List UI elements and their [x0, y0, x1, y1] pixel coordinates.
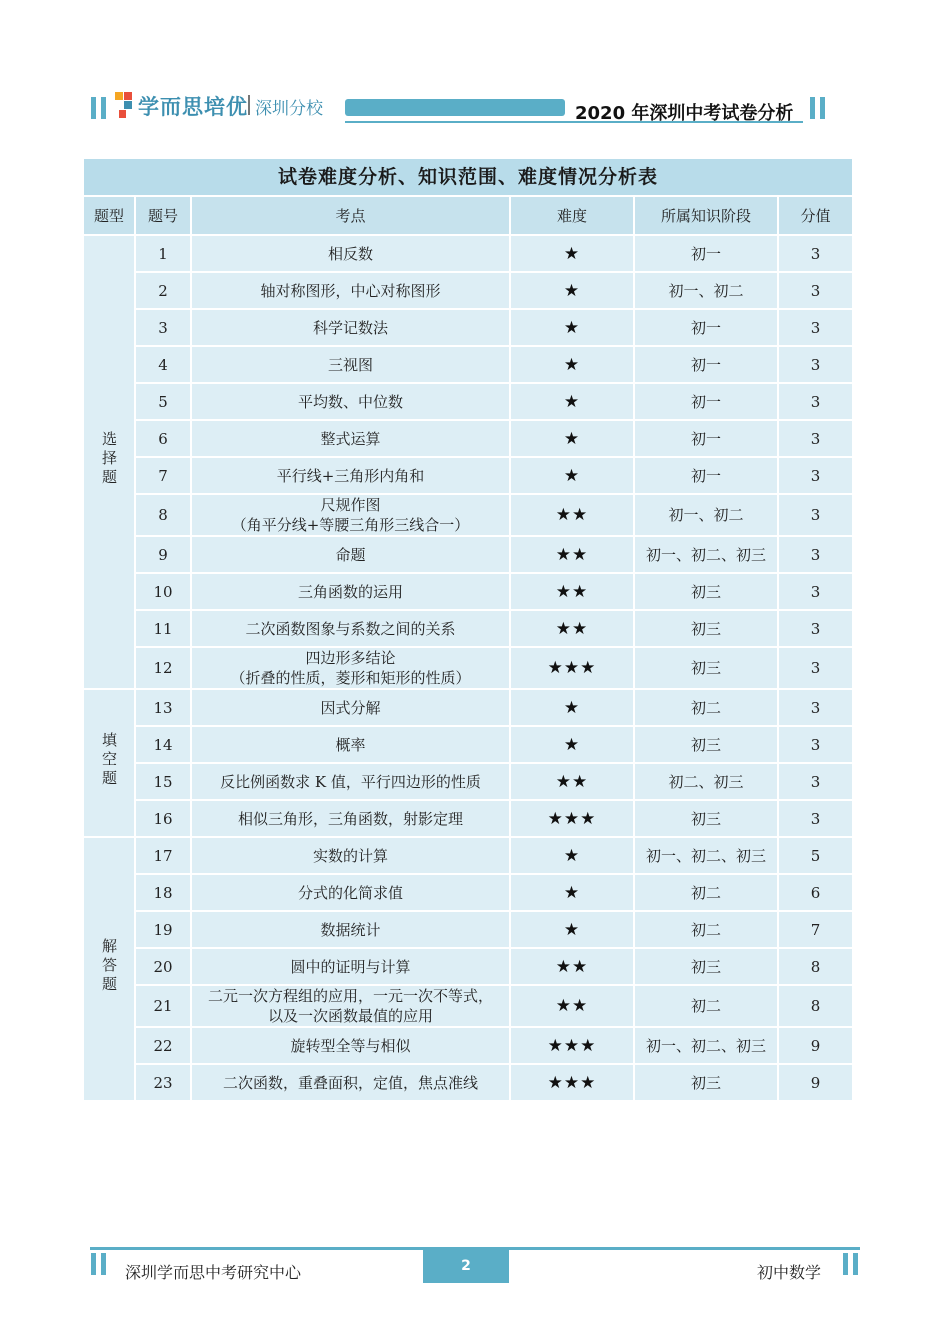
score-cell: 3: [778, 346, 853, 383]
stage-cell: 初二、初三: [634, 763, 778, 800]
stage-cell: 初一: [634, 346, 778, 383]
stage-cell: 初三: [634, 573, 778, 610]
knowledge-point-cell: 平均数、中位数: [191, 383, 510, 420]
question-type-cell: [83, 837, 135, 1101]
difficulty-cell: ★★★: [510, 1064, 634, 1101]
difficulty-cell: ★: [510, 309, 634, 346]
question-number-cell: 19: [135, 911, 191, 948]
difficulty-cell: ★★★: [510, 647, 634, 689]
score-cell: 9: [778, 1027, 853, 1064]
knowledge-point-cell: 轴对称图形，中心对称图形: [191, 272, 510, 309]
score-cell: 3: [778, 383, 853, 420]
footer-right-bars: [843, 1253, 858, 1275]
column-header-difficulty: 难度: [510, 196, 634, 235]
column-header-row: [83, 196, 853, 235]
knowledge-point-cell: 分式的化简求值: [191, 874, 510, 911]
knowledge-point-cell: 二次函数图象与系数之间的关系: [191, 610, 510, 647]
brand-name: 学而思培优: [138, 95, 248, 119]
page-number: 2: [423, 1250, 509, 1283]
stage-cell: 初一: [634, 457, 778, 494]
score-cell: 6: [778, 874, 853, 911]
difficulty-cell: ★★★: [510, 800, 634, 837]
analysis-table: [82, 157, 854, 1102]
stage-cell: 初三: [634, 948, 778, 985]
score-cell: 3: [778, 573, 853, 610]
table-row: [83, 272, 853, 309]
difficulty-cell: ★: [510, 726, 634, 763]
brand-divider: [248, 95, 250, 115]
stage-cell: 初一、初二: [634, 272, 778, 309]
question-number-cell: 1: [135, 235, 191, 272]
stage-cell: 初一、初二、初三: [634, 1027, 778, 1064]
knowledge-point-cell: 科学记数法: [191, 309, 510, 346]
question-number-cell: 15: [135, 763, 191, 800]
brand-branch: 深圳分校: [255, 99, 323, 119]
table-row: [83, 457, 853, 494]
question-type-cell: [83, 689, 135, 837]
column-header-stage: 所属知识阶段: [634, 196, 778, 235]
score-cell: 3: [778, 689, 853, 726]
table-row: [83, 948, 853, 985]
difficulty-cell: ★: [510, 837, 634, 874]
knowledge-point-cell: 三角函数的运用: [191, 573, 510, 610]
score-cell: 3: [778, 800, 853, 837]
table-row: [83, 383, 853, 420]
difficulty-cell: ★★: [510, 536, 634, 573]
stage-cell: 初一: [634, 235, 778, 272]
question-number-cell: 11: [135, 610, 191, 647]
knowledge-point-cell: 反比例函数求 K 值，平行四边形的性质: [191, 763, 510, 800]
footer-left-bars: [91, 1253, 106, 1275]
question-number-cell: 23: [135, 1064, 191, 1101]
stage-cell: 初一: [634, 383, 778, 420]
difficulty-cell: ★: [510, 272, 634, 309]
question-number-cell: 12: [135, 647, 191, 689]
question-number-cell: 9: [135, 536, 191, 573]
difficulty-cell: ★★: [510, 948, 634, 985]
table-row: [83, 726, 853, 763]
difficulty-cell: ★: [510, 420, 634, 457]
footer-subject: 初中数学: [757, 1263, 822, 1282]
table-row: [83, 1064, 853, 1101]
stage-cell: 初一: [634, 420, 778, 457]
analysis-table-container: [82, 157, 852, 1102]
table-row: [83, 309, 853, 346]
score-cell: 3: [778, 763, 853, 800]
table-body: [83, 235, 853, 1101]
difficulty-cell: ★: [510, 689, 634, 726]
knowledge-point-cell: 数据统计: [191, 911, 510, 948]
column-header-no: 题号: [135, 196, 191, 235]
question-number-cell: 8: [135, 494, 191, 536]
question-number-cell: 2: [135, 272, 191, 309]
table-row: [83, 573, 853, 610]
question-number-cell: 6: [135, 420, 191, 457]
header-left-bars: [91, 97, 106, 119]
stage-cell: 初二: [634, 689, 778, 726]
stage-cell: 初一: [634, 309, 778, 346]
question-number-cell: 14: [135, 726, 191, 763]
stage-cell: 初一、初二: [634, 494, 778, 536]
header-right-bars: [810, 97, 825, 119]
table-row: [83, 610, 853, 647]
page-header: [0, 0, 950, 140]
difficulty-cell: ★: [510, 235, 634, 272]
difficulty-cell: ★: [510, 346, 634, 383]
question-type-label: 选择题: [100, 431, 118, 488]
table-row: [83, 689, 853, 726]
difficulty-cell: ★: [510, 383, 634, 420]
difficulty-cell: ★★: [510, 763, 634, 800]
table-row: [83, 1027, 853, 1064]
table-row: [83, 874, 853, 911]
stage-cell: 初三: [634, 800, 778, 837]
question-number-cell: 20: [135, 948, 191, 985]
score-cell: 3: [778, 494, 853, 536]
knowledge-point-cell: 实数的计算: [191, 837, 510, 874]
stage-cell: 初三: [634, 1064, 778, 1101]
difficulty-cell: ★: [510, 911, 634, 948]
column-header-type: 题型: [83, 196, 135, 235]
knowledge-point-cell: 相反数: [191, 235, 510, 272]
logo-mark-icon: [113, 90, 135, 120]
knowledge-point-cell: 因式分解: [191, 689, 510, 726]
score-cell: 3: [778, 235, 853, 272]
score-cell: 9: [778, 1064, 853, 1101]
knowledge-point-cell: 二元一次方程组的应用，一元一次不等式， 以及一次函数最值的应用: [191, 985, 510, 1027]
knowledge-point-cell: 整式运算: [191, 420, 510, 457]
knowledge-point-cell: 圆中的证明与计算: [191, 948, 510, 985]
knowledge-point-cell: 二次函数，重叠面积，定值，焦点准线: [191, 1064, 510, 1101]
question-number-cell: 10: [135, 573, 191, 610]
difficulty-cell: ★★: [510, 494, 634, 536]
knowledge-point-cell: 概率: [191, 726, 510, 763]
difficulty-cell: ★★★: [510, 1027, 634, 1064]
score-cell: 3: [778, 272, 853, 309]
question-type-label: 填空题: [100, 732, 118, 789]
table-row: [83, 985, 853, 1027]
table-title: 试卷难度分析、知识范围、难度情况分析表: [83, 158, 853, 196]
footer-org: 深圳学而思中考研究中心: [125, 1263, 302, 1282]
score-cell: 3: [778, 309, 853, 346]
table-row: [83, 837, 853, 874]
difficulty-cell: ★★: [510, 610, 634, 647]
stage-cell: 初二: [634, 985, 778, 1027]
score-cell: 3: [778, 726, 853, 763]
table-row: [83, 763, 853, 800]
score-cell: 3: [778, 610, 853, 647]
score-cell: 3: [778, 457, 853, 494]
stage-cell: 初三: [634, 610, 778, 647]
difficulty-cell: ★★: [510, 573, 634, 610]
question-type-cell: [83, 235, 135, 689]
stage-cell: 初一、初二、初三: [634, 837, 778, 874]
question-number-cell: 22: [135, 1027, 191, 1064]
knowledge-point-cell: 三视图: [191, 346, 510, 383]
question-number-cell: 4: [135, 346, 191, 383]
question-number-cell: 13: [135, 689, 191, 726]
stage-cell: 初一、初二、初三: [634, 536, 778, 573]
score-cell: 3: [778, 647, 853, 689]
table-row: [83, 800, 853, 837]
table-row: [83, 420, 853, 457]
stage-cell: 初三: [634, 647, 778, 689]
score-cell: 8: [778, 985, 853, 1027]
question-number-cell: 21: [135, 985, 191, 1027]
score-cell: 3: [778, 536, 853, 573]
stage-cell: 初三: [634, 726, 778, 763]
table-row: [83, 911, 853, 948]
header-title: 2020 年深圳中考试卷分析: [575, 103, 794, 124]
knowledge-point-cell: 平行线+三角形内角和: [191, 457, 510, 494]
question-number-cell: 5: [135, 383, 191, 420]
stage-cell: 初二: [634, 911, 778, 948]
score-cell: 5: [778, 837, 853, 874]
question-number-cell: 16: [135, 800, 191, 837]
knowledge-point-cell: 相似三角形，三角函数，射影定理: [191, 800, 510, 837]
question-number-cell: 7: [135, 457, 191, 494]
stage-cell: 初二: [634, 874, 778, 911]
knowledge-point-cell: 尺规作图 （角平分线+等腰三角形三线合一）: [191, 494, 510, 536]
question-number-cell: 18: [135, 874, 191, 911]
header-strip: [345, 99, 565, 116]
column-header-score: 分值: [778, 196, 853, 235]
score-cell: 3: [778, 420, 853, 457]
table-row: [83, 536, 853, 573]
knowledge-point-cell: 四边形多结论 （折叠的性质，菱形和矩形的性质）: [191, 647, 510, 689]
table-row: [83, 647, 853, 689]
column-header-point: 考点: [191, 196, 510, 235]
difficulty-cell: ★: [510, 457, 634, 494]
difficulty-cell: ★★: [510, 985, 634, 1027]
knowledge-point-cell: 旋转型全等与相似: [191, 1027, 510, 1064]
knowledge-point-cell: 命题: [191, 536, 510, 573]
score-cell: 8: [778, 948, 853, 985]
question-number-cell: 3: [135, 309, 191, 346]
question-number-cell: 17: [135, 837, 191, 874]
question-type-label: 解答题: [100, 938, 118, 995]
table-row: [83, 346, 853, 383]
table-row: [83, 494, 853, 536]
difficulty-cell: ★: [510, 874, 634, 911]
table-row: [83, 235, 853, 272]
score-cell: 7: [778, 911, 853, 948]
